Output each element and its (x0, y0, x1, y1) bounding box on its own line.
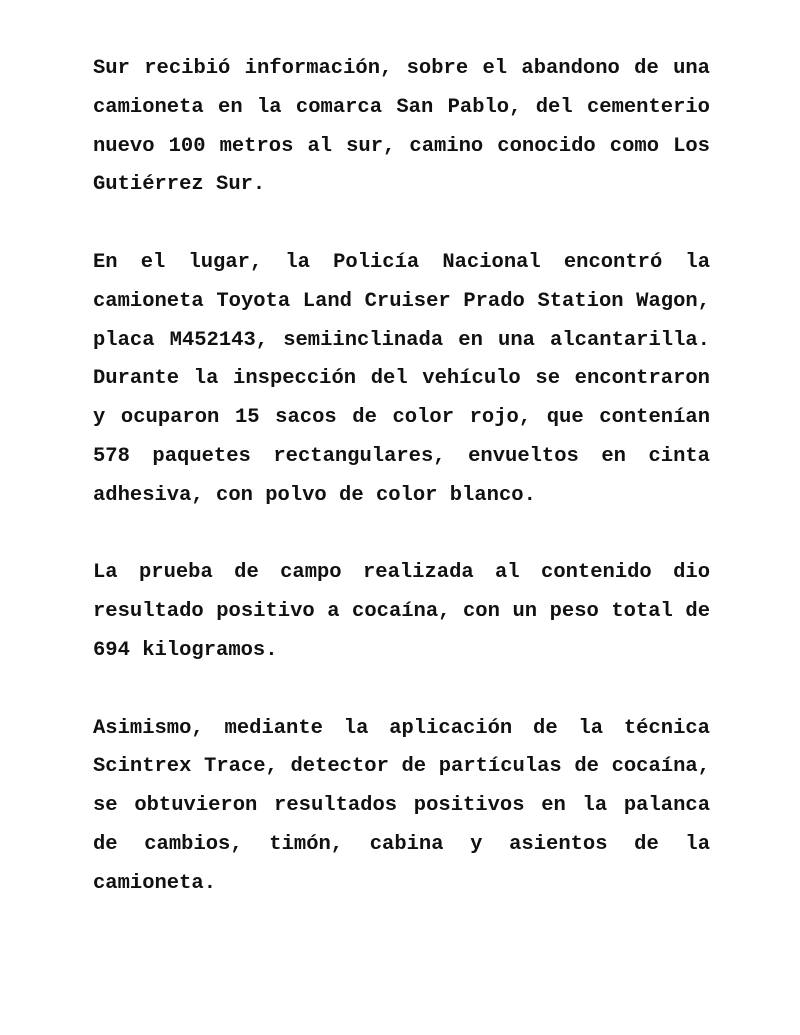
document-page (93, 50, 710, 942)
paragraph-trace-detection: Asimismo, mediante la aplicación de la técnica Scintrex Trace, detector de partículas de cocaína, se obtuvieron resultados positivos en la palanca de cambios, timón, cabina y asientos de la camioneta. (93, 716, 710, 895)
paragraph-discovery: Sur recibió información, sobre el abandono de una camioneta en la comarca San Pablo, del cementerio nuevo 100 metros al sur, camino conocido como Los Gutiérrez Sur. (93, 57, 710, 197)
paragraph-vehicle-inspection: En el lugar, la Policía Nacional encontró la camioneta Toyota Land Cruiser Prado Station Wagon, placa M452143, semiinclinada en una alcantarilla. Durante la inspección del vehículo se encontraron y ocuparon 15 sacos de color rojo, que contenían 578 paquetes rectangulares, envueltos en cinta adhesiva, con polvo de color blanco. (93, 250, 710, 507)
paragraph-field-test: La prueba de campo realizada al contenido dio resultado positivo a cocaína, con un peso total de 694 kilogramos. (93, 561, 710, 662)
